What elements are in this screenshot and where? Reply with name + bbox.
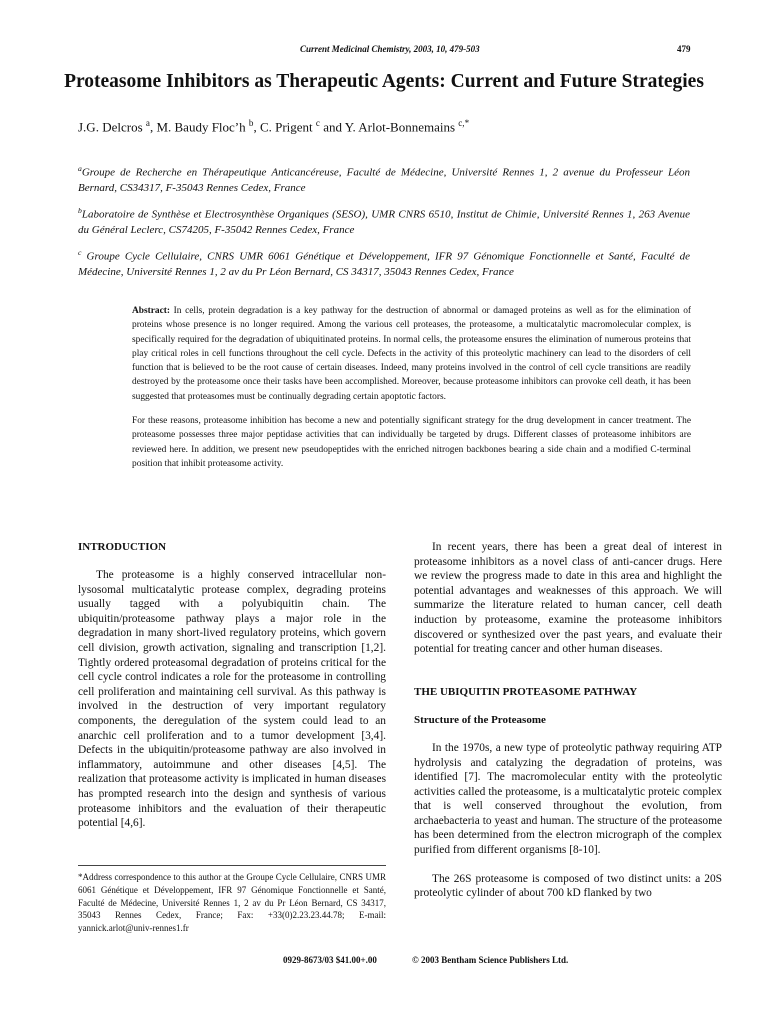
affiliation-text: Groupe Cycle Cellulaire, CNRS UMR 6061 Génétique et Développement, IFR 97 Génomique Fonctionnelle et Santé, Faculté de Médecine, Université Rennes 1, 2 av du Pr Léon Bernard, CS 34317, 35043 Rennes Cedex, France (78, 250, 690, 279)
spacer (414, 657, 722, 685)
body-paragraph: In recent years, there has been a great deal of interest in proteasome inhibitors as a novel class of anti-cancer drugs. Here we review the progress made to date in this area and highlight the potential advantages and weaknesses of this approach. We will summarize the literature related to human cancer, cell death induction by proteasome, examine the proteasome inhibitors discovered or synthesized over the past years, and evaluate their potential for treating cancer and other human diseases. (414, 541, 722, 656)
author-affil-mark: b (248, 118, 254, 128)
author-affil-mark: c (315, 118, 320, 128)
author-name: , M. Baudy Floc’h (149, 119, 246, 135)
spacer (414, 699, 722, 713)
author-affil-mark: a (145, 118, 150, 128)
left-column (78, 540, 386, 831)
affiliation-mark: a (78, 164, 82, 173)
abstract-text: In cells, protein degradation is a key pathway for the destruction of abnormal or damaged proteins as well as for the elimination of proteins whose presence is no longer required. Among the various cell proteases, the proteasome, a multicatalytic macromolecular complex, is specifically required for the degradation of ubiquitinated proteins. In normal cells, the proteasome ensures the elimination of numerous proteins that play critical roles in cell functions throughout the cell cycle. Defects in the activity of this proteolytic machinery can lead to the disorders of cell function that is believed to be the root cause of certain diseases. Indeed, many proteins involved in the control of cell cycle transitions are readily destroyed by the proteasome once their tasks have been accomplished. Moreover, because proteasome inhibitors can provoke cell death, it has been suggested that proteasomes must be continually degrading certain apoptotic factors. (132, 306, 691, 402)
running-head: Current Medicinal Chemistry, 2003, 10, 479-503 (300, 44, 480, 54)
affiliation-mark: b (78, 206, 82, 215)
subsection-heading: Structure of the Proteasome (414, 713, 546, 726)
author-list (78, 118, 698, 135)
copyright-notice: © 2003 Bentham Science Publishers Ltd. (412, 955, 569, 965)
affiliation-text: Groupe de Recherche en Thérapeutique Anticancéreuse, Faculté de Médecine, Université Rennes 1, 2 avenue du Professeur Léon Bernard, CS34317, F-35043 Rennes Cedex, France (78, 166, 690, 195)
affiliation (78, 164, 690, 197)
abstract (132, 304, 691, 481)
body-paragraph: In the 1970s, a new type of proteolytic pathway requiring ATP hydrolysis and catalyzing the degradation of proteins, was identified [7]. The macromolecular entity with the proteolytic activities called the proteasome, is a multicatalytic proteic complex that is well conserved throughout the evolution, from archaebacteria to yeast and human. The structure of the proteasome has been determined from the electron micrograph of the complex purified from different organisms [8-10]. (414, 741, 722, 857)
affiliation-text: Laboratoire de Synthèse et Electrosynthèse Organiques (SESO), UMR CNRS 6510, Institut de Chimie, Université Rennes 1, 263 Avenue du Général Leclerc, CS74205, F-35042 Rennes Cedex, France (78, 208, 690, 237)
section-heading: INTRODUCTION (78, 541, 167, 553)
footnote-rule (78, 865, 386, 866)
page-number: 479 (677, 44, 691, 54)
spacer (414, 727, 722, 741)
article-title: Proteasome Inhibitors as Therapeutic Agents: Current and Future Strategies (64, 71, 704, 92)
abstract-label: Abstract: (132, 306, 171, 316)
author-name: , C. Prigent (253, 119, 313, 135)
body-paragraph: The 26S proteasome is composed of two distinct units: a 20S proteolytic cylinder of about 700 kD flanked by two (414, 872, 722, 900)
abstract-paragraph (132, 304, 691, 404)
affiliation-mark: c (78, 248, 82, 257)
issn-code: 0929-8673/03 $41.00+.00 (283, 955, 377, 965)
spacer (414, 858, 722, 872)
correspondence-footnote: *Address correspondence to this author at the Groupe Cycle Cellulaire, CNRS UMR 6061 Génétique et Développement, IFR 97 Génomique Fonctionnelle et Santé, Faculté de Médecine, Université Rennes 1, 2 av du Pr Léon Bernard, CS 34317, 35043 Rennes Cedex, France; Fax: +33(0)2.23.23.44.78; E-mail: yannick.arlot@univ-rennes1.fr (78, 872, 386, 934)
abstract-paragraph: For these reasons, proteasome inhibition has become a new and potentially significant strategy for the drug development in cancer treatment. The proteasome possesses three major peptidase activities that can individually be targeted by drugs. Different classes of proteasome inhibitors are reviewed here. In addition, we present new pseudopeptides with the enriched nitrogen backbones bearing a side chain and a modified C-terminal position that inhibit proteasome activity. (132, 416, 691, 469)
spacer (78, 554, 386, 568)
author-name: J.G. Delcros (78, 119, 143, 135)
author-affil-mark: c,* (458, 118, 470, 128)
body-paragraph: The proteasome is a highly conserved intracellular non-lysosomal multicatalytic protease complex, degrading proteins usually tagged with a polyubiquitin chain. The ubiquitin/proteasome pathway plays a major role in the degradation in many short-lived regulatory proteins, which govern cell division, growth activation, signaling and transcription [1,2]. Tightly ordered proteasomal degradation of proteins critical for the cell cycle control indicates a role for the proteasome in controlling cell proliferation and maintaining cell survival. As this pathway is involved in the destruction of very important regulatory components, the deregulation of the system could lead to an anarchic cell proliferation and to a tumor development [3,4]. Defects in the ubiquitin/proteasome pathway are also involved in inflammatory, autoimmune and other diseases [4,5]. The realization that proteasome activity is implicated in human diseases has prompted research into the design and synthesis of various proteasome inhibitors and the evaluation of their therapeutic potential [4,6]. (78, 569, 386, 830)
affiliation (78, 206, 690, 239)
section-heading: THE UBIQUITIN PROTEASOME PATHWAY (414, 685, 638, 698)
right-column (414, 540, 722, 901)
affiliation (78, 248, 690, 281)
author-name: and Y. Arlot-Bonnemains (319, 119, 456, 135)
